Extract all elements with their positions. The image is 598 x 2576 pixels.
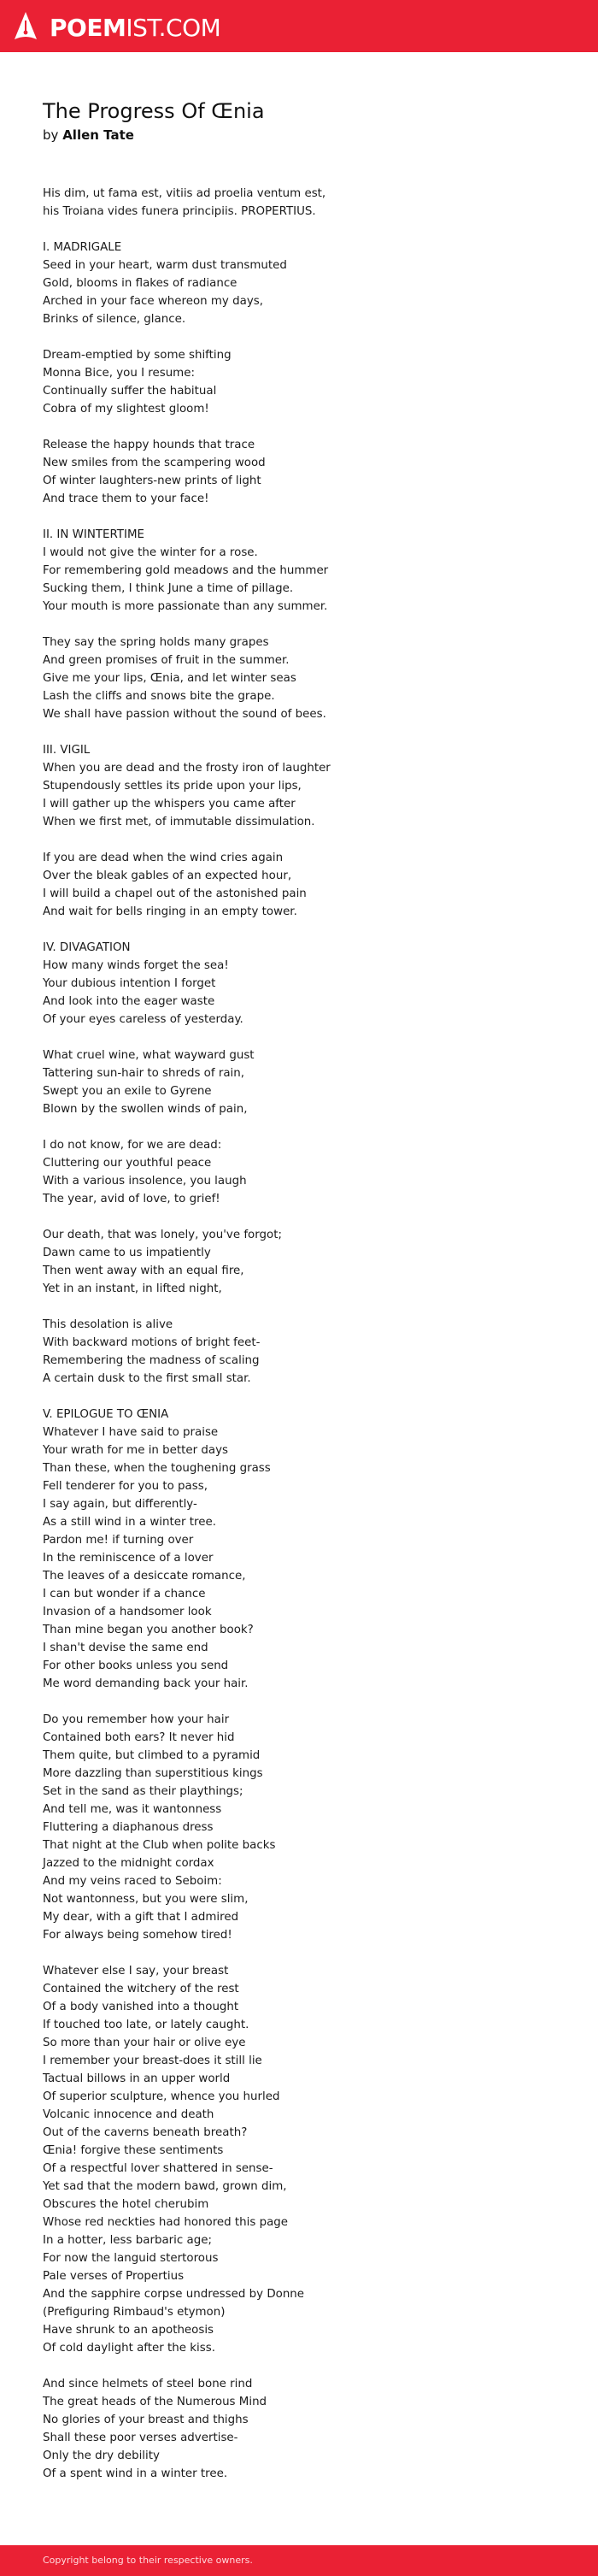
poem-line: Cobra of my slightest gloom! — [43, 403, 209, 416]
poem-line: For other books unless you send — [43, 1659, 229, 1672]
poem-line: Volcanic innocence and death — [43, 2108, 214, 2121]
poem-line: Your dubious intention I forget — [43, 977, 216, 990]
poem-line: Gold, blooms in flakes of radiance — [43, 277, 237, 290]
poem-line: And wait for bells ringing in an empty tower. — [43, 905, 297, 918]
poem-body — [43, 185, 572, 2501]
poem-line: More dazzling than superstitious kings — [43, 1767, 263, 1780]
poem-stanza — [43, 1316, 572, 1388]
logo-bold-text: POEM — [50, 13, 126, 42]
author-link[interactable]: Allen Tate — [62, 127, 134, 143]
poem-title: The Progress Of Œnia — [43, 99, 265, 123]
poem-stanza — [43, 185, 572, 221]
poem-line: In the reminiscence of a lover — [43, 1552, 214, 1565]
poem-line: They say the spring holds many grapes — [43, 636, 269, 649]
poem-stanza — [43, 849, 572, 921]
poem-line: And the sapphire corpse undressed by Donne — [43, 2288, 305, 2301]
poem-line: And green promises of fruit in the summer. — [43, 654, 290, 667]
poem-line: Continually suffer the habitual — [43, 385, 217, 398]
poem-line: My dear, with a gift that I admired — [43, 1911, 239, 1924]
poem-line: Shall these poor verses advertise- — [43, 2432, 238, 2444]
poem-line: (Prefiguring Rimbaud's etymon) — [43, 2306, 226, 2319]
poem-stanza — [43, 741, 572, 831]
poem-line: His dim, ut fama est, vitiis ad proelia ventum est, — [43, 187, 326, 200]
poem-line: Of superior sculpture, whence you hurled — [43, 2090, 280, 2103]
poem-byline — [43, 127, 134, 144]
poem-line: The great heads of the Numerous Mind — [43, 2396, 267, 2408]
poem-line: Yet sad that the modern bawd, grown dim, — [43, 2180, 287, 2193]
poem-line: Of a body vanished into a thought — [43, 2001, 239, 2013]
poem-line: For now the languid stertorous — [43, 2252, 219, 2265]
poem-line: Contained the witchery of the rest — [43, 1983, 239, 1995]
poem-line: The year, avid of love, to grief! — [43, 1193, 220, 1205]
poem-line: In a hotter, less barbaric age; — [43, 2234, 212, 2247]
poem-line: And my veins raced to Seboim: — [43, 1875, 222, 1888]
poem-line: No glories of your breast and thighs — [43, 2414, 249, 2426]
poem-line: V. EPILOGUE TO ŒNIA — [43, 1408, 169, 1421]
poem-line: Of your eyes careless of yesterday. — [43, 1013, 243, 1026]
poem-line: Dawn came to us impatiently — [43, 1247, 211, 1259]
poem-stanza — [43, 2375, 572, 2483]
poem-line: Dream-emptied by some shifting — [43, 349, 232, 362]
poem-line: Do you remember how your hair — [43, 1713, 230, 1726]
poem-line: If touched too late, or lately caught. — [43, 2019, 249, 2031]
poem-line: That night at the Club when polite backs — [43, 1839, 276, 1852]
poem-stanza — [43, 1226, 572, 1298]
poem-line: Than these, when the toughening grass — [43, 1462, 271, 1475]
poem-line: Give me your lips, Œnia, and let winter seas — [43, 672, 296, 685]
poem-line: his Troiana vides funera principiis. PROPERTIUS. — [43, 205, 316, 218]
poem-line: A certain dusk to the first small star. — [43, 1372, 251, 1385]
pen-nib-icon[interactable] — [12, 11, 39, 42]
poem-line: When you are dead and the frosty iron of laughter — [43, 762, 331, 775]
poem-line: Then went away with an equal fire, — [43, 1264, 244, 1277]
site-footer — [0, 2545, 598, 2576]
poem-line: I remember your breast-does it still lie — [43, 2054, 262, 2067]
poem-line: IV. DIVAGATION — [43, 941, 131, 954]
poem-line: Swept you an exile to Gyrene — [43, 1085, 212, 1098]
poem-line: The leaves of a desiccate romance, — [43, 1570, 246, 1583]
poem-line: Your mouth is more passionate than any summer. — [43, 600, 328, 613]
site-logo-link[interactable] — [50, 13, 220, 42]
poem-line: Over the bleak gables of an expected hour, — [43, 869, 292, 882]
poem-line: Whose red neckties had honored this page — [43, 2216, 289, 2229]
poem-line: Fluttering a diaphanous dress — [43, 1821, 214, 1834]
poem-line: III. VIGIL — [43, 744, 91, 757]
poem-stanza — [43, 1406, 572, 1693]
poem-line: Not wantonness, but you were slim, — [43, 1893, 249, 1906]
site-header — [0, 0, 598, 52]
poem-line: Of winter laughters-new prints of light — [43, 475, 261, 487]
poem-line: As a still wind in a winter tree. — [43, 1516, 216, 1529]
poem-line: I can but wonder if a chance — [43, 1588, 206, 1600]
poem-line: Seed in your heart, warm dust transmuted — [43, 259, 287, 272]
poem-line: For remembering gold meadows and the hummer — [43, 564, 329, 577]
poem-line: Œnia! forgive these sentiments — [43, 2144, 224, 2157]
poem-line: Whatever else I say, your breast — [43, 1965, 229, 1978]
poem-stanza — [43, 1711, 572, 1944]
poem-line: How many winds forget the sea! — [43, 959, 229, 972]
poem-line: Stupendously settles its pride upon your lips, — [43, 780, 302, 793]
poem-line: Contained both ears? It never hid — [43, 1731, 235, 1744]
poem-stanza — [43, 634, 572, 723]
poem-line: And since helmets of steel bone rind — [43, 2378, 253, 2390]
poem-line: We shall have passion without the sound of bees. — [43, 708, 326, 721]
poem-stanza — [43, 939, 572, 1029]
poem-line: With a various insolence, you laugh — [43, 1175, 247, 1188]
poem-line: Your wrath for me in better days — [43, 1444, 229, 1457]
poem-line: If you are dead when the wind cries again — [43, 852, 284, 864]
poem-line: Lash the cliffs and snows bite the grape. — [43, 690, 275, 703]
poem-line: Whatever I have said to praise — [43, 1426, 219, 1439]
poem-line: Release the happy hounds that trace — [43, 439, 255, 451]
poem-line: Out of the caverns beneath breath? — [43, 2126, 248, 2139]
poem-line: What cruel wine, what wayward gust — [43, 1049, 255, 1062]
poem-stanza — [43, 346, 572, 418]
poem-line: Pale verses of Propertius — [43, 2270, 185, 2283]
poem-line: Of a respectful lover shattered in sense- — [43, 2162, 273, 2175]
poem-line: Obscures the hotel cherubim — [43, 2198, 209, 2211]
poem-line: For always being somehow tired! — [43, 1929, 232, 1942]
poem-line: Tattering sun-hair to shreds of rain, — [43, 1067, 245, 1080]
poem-stanza — [43, 239, 572, 328]
poem-line: This desolation is alive — [43, 1318, 173, 1331]
poem-line: II. IN WINTERTIME — [43, 528, 144, 541]
poem-line: Invasion of a handsomer look — [43, 1606, 212, 1618]
poem-line: Cluttering our youthful peace — [43, 1157, 212, 1170]
poem-line: And trace them to your face! — [43, 492, 209, 505]
poem-line: So more than your hair or olive eye — [43, 2037, 246, 2049]
poem-line: New smiles from the scampering wood — [43, 457, 266, 469]
poem-line: And tell me, was it wantonness — [43, 1803, 222, 1816]
poem-line: Monna Bice, you I resume: — [43, 367, 195, 380]
poem-line: I will gather up the whispers you came after — [43, 798, 296, 811]
poem-stanza — [43, 1962, 572, 2357]
poem-stanza — [43, 436, 572, 508]
poem-line: I do not know, for we are dead: — [43, 1139, 222, 1152]
poem-line: Of a spent wind in a winter tree. — [43, 2467, 228, 2480]
poem-line: When we first met, of immutable dissimulation. — [43, 816, 315, 828]
poem-line: Brinks of silence, glance. — [43, 313, 186, 326]
poem-line: Me word demanding back your hair. — [43, 1677, 249, 1690]
poem-line: Our death, that was lonely, you've forgot; — [43, 1229, 282, 1241]
poem-stanza — [43, 526, 572, 616]
poem-line: I will build a chapel out of the astonished pain — [43, 887, 307, 900]
poem-line: Have shrunk to an apotheosis — [43, 2324, 214, 2337]
logo-light-text: IST.COM — [126, 13, 221, 42]
poem-line: Yet in an instant, in lifted night, — [43, 1282, 222, 1295]
poem-line: Sucking them, I think June a time of pillage. — [43, 582, 294, 595]
poem-line: Of cold daylight after the kiss. — [43, 2342, 215, 2355]
poem-line: Tactual billows in an upper world — [43, 2072, 231, 2085]
poem-line: Only the dry debility — [43, 2449, 160, 2462]
by-label: by — [43, 127, 59, 143]
copyright-text: Copyright belong to their respective owners. — [43, 2555, 253, 2566]
poem-line: Set in the sand as their playthings; — [43, 1785, 243, 1798]
poem-stanza — [43, 1136, 572, 1208]
poem-line: With backward motions of bright feet- — [43, 1336, 261, 1349]
poem-line: I say again, but differently- — [43, 1498, 197, 1511]
poem-line: Blown by the swollen winds of pain, — [43, 1103, 248, 1116]
poem-line: Remembering the madness of scaling — [43, 1354, 260, 1367]
poem-line: Pardon me! if turning over — [43, 1534, 194, 1547]
poem-line: Than mine began you another book? — [43, 1624, 254, 1636]
poem-line: Fell tenderer for you to pass, — [43, 1480, 208, 1493]
poem-line: Them quite, but climbed to a pyramid — [43, 1749, 261, 1762]
poem-stanza — [43, 1046, 572, 1118]
poem-line: I would not give the winter for a rose. — [43, 546, 258, 559]
poem-line: And look into the eager waste — [43, 995, 215, 1008]
poem-line: I. MADRIGALE — [43, 241, 122, 254]
poem-line: Jazzed to the midnight cordax — [43, 1857, 214, 1870]
poem-line: Arched in your face whereon my days, — [43, 295, 263, 308]
poem-line: I shan't devise the same end — [43, 1642, 208, 1654]
